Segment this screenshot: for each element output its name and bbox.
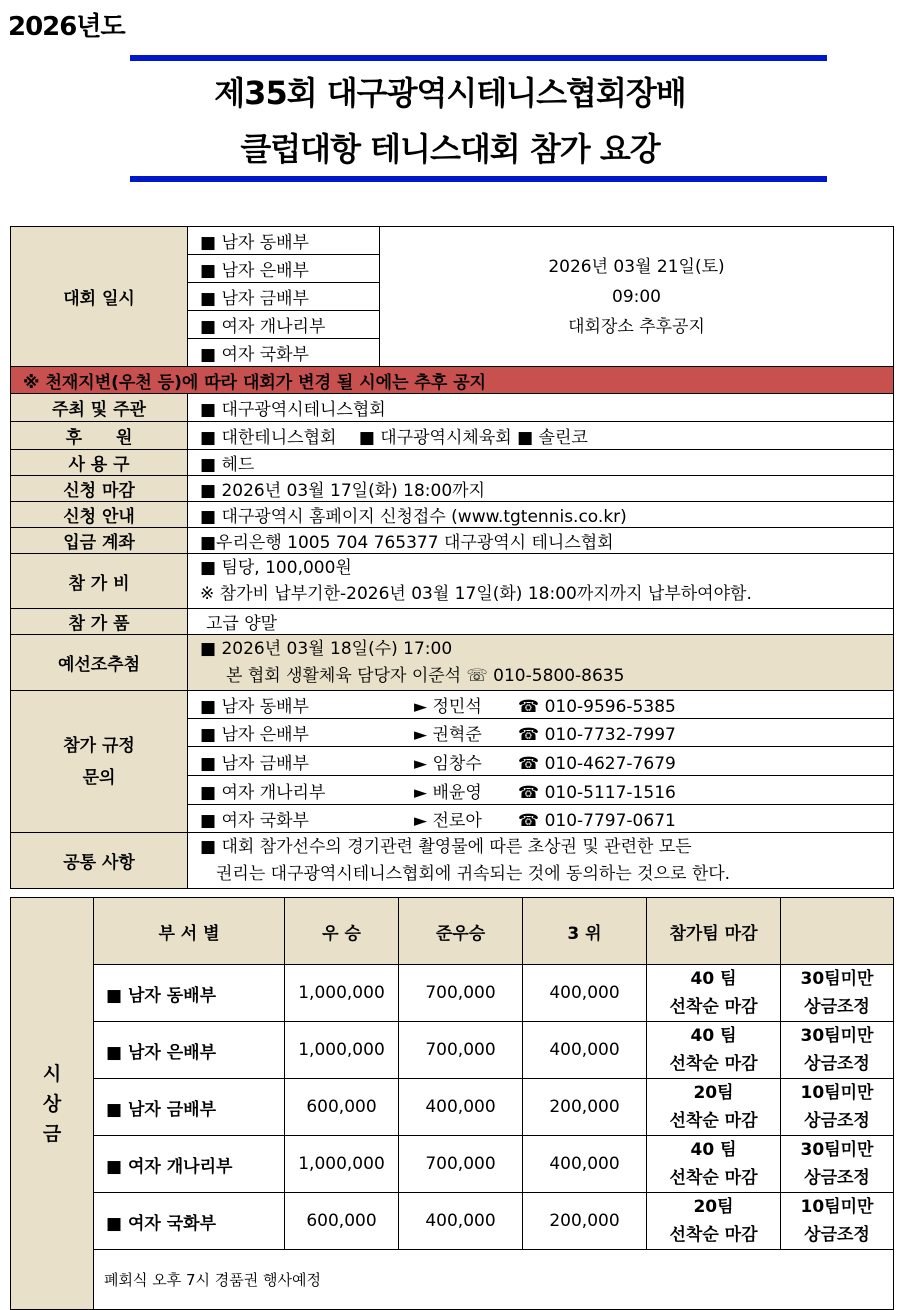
prize-first: 600,000 bbox=[285, 1193, 399, 1250]
close-note: 선착순 마감 bbox=[669, 1111, 758, 1131]
prize-third: 200,000 bbox=[523, 1193, 647, 1250]
prize-second: 700,000 bbox=[399, 1022, 523, 1079]
prize-division: ■ 남자 금배부 bbox=[94, 1079, 285, 1136]
prize-division: ■ 여자 개나리부 bbox=[94, 1136, 285, 1193]
ball-value: ■ 헤드 bbox=[188, 450, 894, 476]
prize-close bbox=[647, 1136, 781, 1193]
close-note: 선착순 마감 bbox=[669, 997, 758, 1017]
contact-division: ■ 남자 동배부 bbox=[200, 697, 309, 717]
adjust-note: 상금조정 bbox=[804, 1225, 870, 1245]
close-count: 20팀 bbox=[693, 1197, 734, 1217]
draw-contact: 본 협회 생활체육 담당자 이준석 ☏ 010-5800-8635 bbox=[226, 665, 625, 686]
deadline-value: ■ 2026년 03월 17일(화) 18:00까지 bbox=[188, 476, 894, 502]
contact-row bbox=[188, 719, 894, 747]
prize-close bbox=[647, 1079, 781, 1136]
account-label: 입금 계좌 bbox=[11, 528, 188, 554]
gift-value: 고급 양말 bbox=[188, 609, 894, 635]
adjust-note: 상금조정 bbox=[804, 1054, 870, 1074]
schedule-details bbox=[380, 227, 894, 367]
fee-amount: ■ 팀당, 100,000원 bbox=[200, 558, 352, 578]
prize-close bbox=[647, 965, 781, 1022]
weather-notice: ※ 천재지변(우천 등)에 따라 대회가 변경 될 시에는 추후 공지 bbox=[11, 367, 894, 394]
contact-row bbox=[188, 805, 894, 833]
contact-name: ► 임창수 bbox=[414, 753, 482, 774]
prize-header-division: 부 서 별 bbox=[94, 898, 285, 965]
prize-header-second: 준우승 bbox=[399, 898, 523, 965]
contact-phone: ☎ 010-5117-1516 bbox=[518, 782, 676, 803]
schedule-division: ■ 여자 국화부 bbox=[188, 339, 380, 367]
gift-label: 참 가 품 bbox=[11, 609, 188, 635]
prize-close bbox=[647, 1022, 781, 1079]
schedule-time: 09:00 bbox=[612, 286, 661, 307]
sponsor-label: 후 원 bbox=[11, 422, 188, 450]
prize-first: 600,000 bbox=[285, 1079, 399, 1136]
prize-division: ■ 남자 동배부 bbox=[94, 965, 285, 1022]
prize-close bbox=[647, 1193, 781, 1250]
prize-adjust bbox=[781, 965, 894, 1022]
prize-side-char: 상 bbox=[42, 1092, 62, 1115]
prize-header-adjust bbox=[781, 898, 894, 965]
title-bottom-rule bbox=[130, 176, 827, 182]
prize-third: 400,000 bbox=[523, 1136, 647, 1193]
prize-division: ■ 남자 은배부 bbox=[94, 1022, 285, 1079]
prize-side-char: 금 bbox=[42, 1122, 62, 1145]
prize-adjust bbox=[781, 1136, 894, 1193]
draw-value bbox=[188, 635, 894, 691]
adjust-count: 30팀미만 bbox=[800, 1026, 874, 1046]
schedule-division: ■ 남자 동배부 bbox=[188, 227, 380, 255]
adjust-note: 상금조정 bbox=[804, 1111, 870, 1131]
prize-first: 1,000,000 bbox=[285, 965, 399, 1022]
close-count: 40 팀 bbox=[690, 1140, 737, 1160]
host-label: 주최 및 주관 bbox=[11, 394, 188, 422]
adjust-count: 30팀미만 bbox=[800, 1140, 874, 1160]
contact-name: ► 정민석 bbox=[414, 697, 482, 717]
adjust-note: 상금조정 bbox=[804, 1168, 870, 1188]
schedule-venue: 대회장소 추후공지 bbox=[568, 316, 705, 337]
schedule-label: 대회 일시 bbox=[11, 227, 188, 367]
prize-header-first: 우 승 bbox=[285, 898, 399, 965]
prize-third: 400,000 bbox=[523, 965, 647, 1022]
draw-date: ■ 2026년 03월 18일(수) 17:00 bbox=[200, 638, 453, 659]
adjust-count: 30팀미만 bbox=[800, 969, 874, 989]
contact-division: ■ 남자 금배부 bbox=[200, 753, 309, 774]
contact-name: ► 권혁준 bbox=[414, 725, 482, 745]
schedule-division: ■ 남자 금배부 bbox=[188, 283, 380, 311]
draw-label: 예선조추첨 bbox=[11, 635, 188, 691]
year-label: 2026년도 bbox=[8, 12, 125, 42]
title-line-1: 제35회 대구광역시테니스협회장배 bbox=[214, 74, 686, 112]
prize-second: 700,000 bbox=[399, 1136, 523, 1193]
contact-row bbox=[188, 776, 894, 805]
sponsor-value: ■ 대한테니스협회 ■ 대구광역시체육회 ■ 솔린코 bbox=[188, 422, 894, 450]
close-note: 선착순 마감 bbox=[669, 1054, 758, 1074]
common-line2: 권리는 대구광역시테니스협회에 귀속되는 것에 동의하는 것으로 한다. bbox=[216, 863, 731, 884]
contacts-label-line1: 참가 규정 bbox=[63, 735, 135, 756]
apply-value: ■ 대구광역시 홈페이지 신청접수 (www.tgtennis.co.kr) bbox=[188, 502, 894, 528]
fee-value bbox=[188, 554, 894, 609]
prize-side-label bbox=[11, 898, 94, 1310]
close-count: 40 팀 bbox=[690, 969, 737, 989]
contact-division: ■ 여자 개나리부 bbox=[200, 782, 326, 803]
contact-name: ► 전로아 bbox=[414, 811, 482, 831]
prize-adjust bbox=[781, 1079, 894, 1136]
contact-name: ► 배윤영 bbox=[414, 782, 482, 803]
prize-second: 400,000 bbox=[399, 1079, 523, 1136]
prize-side-char: 시 bbox=[42, 1062, 62, 1085]
close-note: 선착순 마감 bbox=[669, 1225, 758, 1245]
contact-row bbox=[188, 691, 894, 719]
common-line1: ■ 대회 참가선수의 경기관련 촬영물에 따른 초상권 및 관련한 모든 bbox=[200, 836, 692, 857]
info-table bbox=[10, 226, 894, 889]
contact-row bbox=[188, 747, 894, 776]
account-value: ■우리은행 1005 704 765377 대구광역시 테니스협회 bbox=[188, 528, 894, 554]
host-value: ■ 대구광역시테니스협회 bbox=[188, 394, 894, 422]
contact-division: ■ 여자 국화부 bbox=[200, 811, 309, 831]
prize-first: 1,000,000 bbox=[285, 1136, 399, 1193]
schedule-division: ■ 남자 은배부 bbox=[188, 255, 380, 283]
ball-label: 사 용 구 bbox=[11, 450, 188, 476]
contact-phone: ☎ 010-7797-0671 bbox=[518, 811, 676, 831]
schedule-date: 2026년 03월 21일(토) bbox=[548, 256, 725, 277]
prize-adjust bbox=[781, 1022, 894, 1079]
prize-division: ■ 여자 국화부 bbox=[94, 1193, 285, 1250]
apply-label: 신청 안내 bbox=[11, 502, 188, 528]
close-note: 선착순 마감 bbox=[669, 1168, 758, 1188]
common-value bbox=[188, 833, 894, 889]
title-line-2: 클럽대항 테니스대회 참가 요강 bbox=[240, 130, 660, 168]
prize-second: 400,000 bbox=[399, 1193, 523, 1250]
adjust-count: 10팀미만 bbox=[800, 1197, 874, 1217]
deadline-label: 신청 마감 bbox=[11, 476, 188, 502]
common-label: 공통 사항 bbox=[11, 833, 188, 889]
prize-table bbox=[10, 897, 894, 1310]
contact-division: ■ 남자 은배부 bbox=[200, 725, 309, 745]
prize-header-third: 3 위 bbox=[523, 898, 647, 965]
prize-footer: 폐회식 오후 7시 경품권 행사예정 bbox=[94, 1250, 894, 1310]
contacts-label bbox=[11, 691, 188, 833]
contact-phone: ☎ 010-9596-5385 bbox=[518, 697, 676, 717]
adjust-note: 상금조정 bbox=[804, 997, 870, 1017]
close-count: 40 팀 bbox=[690, 1026, 737, 1046]
prize-first: 1,000,000 bbox=[285, 1022, 399, 1079]
prize-third: 400,000 bbox=[523, 1022, 647, 1079]
contact-phone: ☎ 010-4627-7679 bbox=[518, 753, 676, 774]
prize-third: 200,000 bbox=[523, 1079, 647, 1136]
contact-phone: ☎ 010-7732-7997 bbox=[518, 725, 676, 745]
title-top-rule bbox=[130, 55, 827, 61]
contacts-label-line2: 문의 bbox=[82, 767, 116, 788]
adjust-count: 10팀미만 bbox=[800, 1083, 874, 1103]
fee-note: ※ 참가비 납부기한-2026년 03월 17일(화) 18:00까지까지 납부하여야함. bbox=[200, 584, 752, 604]
prize-adjust bbox=[781, 1193, 894, 1250]
prize-header-close: 참가팀 마감 bbox=[647, 898, 781, 965]
close-count: 20팀 bbox=[693, 1083, 734, 1103]
schedule-division: ■ 여자 개나리부 bbox=[188, 311, 380, 339]
fee-label: 참 가 비 bbox=[11, 554, 188, 609]
prize-second: 700,000 bbox=[399, 965, 523, 1022]
